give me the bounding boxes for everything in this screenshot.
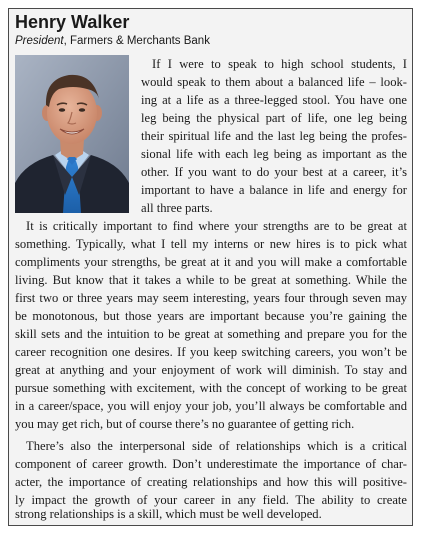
article-line: other. If you want to do your best at a career, it’s bbox=[141, 165, 407, 179]
article-line: great at anything and your enjoyment of work will diminish. To stay and bbox=[15, 363, 407, 377]
article-line: living. But know that it takes a while to be great at something. While the bbox=[15, 273, 407, 287]
article-line: you may get rich, but of course there’s no guarantee of getting rich. bbox=[15, 417, 355, 431]
article-line: sional life with each leg being as important as the bbox=[141, 147, 407, 161]
article-line: career recognition one desires. If you keep switching careers, you won’t be bbox=[15, 345, 407, 359]
article-line: something. Typically, what I tell my interns or new hires is to pick what bbox=[15, 237, 407, 251]
article-line: ing at a life as a three-legged stool. You have one bbox=[141, 93, 407, 107]
article-line: important to have a balance in life and energy for bbox=[141, 183, 407, 197]
article-line: their spiritual life and the last leg being the profes- bbox=[141, 129, 407, 143]
article-line: first two or three years may seem interesting, years four through seven may bbox=[15, 291, 407, 305]
article-line: in a career/space, you will enjoy your job, you’ll always be comfortable and bbox=[15, 399, 407, 413]
article-line: all three parts. bbox=[141, 201, 213, 215]
article-line: pursue something with excitement, with the concept of working to be great bbox=[15, 381, 407, 395]
portrait-photo bbox=[15, 55, 129, 213]
article-line: leg being the physical part of life, one leg being bbox=[141, 111, 407, 125]
article-line: There’s also the interpersonal side of relationships which is a critical bbox=[26, 439, 407, 453]
article-line: acter, the importance of creating relationships and how this will positive- bbox=[15, 475, 407, 489]
person-organization: , Farmers & Merchants Bank bbox=[63, 35, 210, 47]
article-line: compliments your strengths, be great at it and you will make a comfortable bbox=[15, 255, 407, 269]
article-line: would speak to them about a balanced life – look- bbox=[141, 75, 407, 89]
profile-card bbox=[8, 8, 413, 526]
article-line: component of career growth. Don’t underestimate the importance of char- bbox=[15, 457, 407, 471]
article-line: skill sets and the intuition to be great at something and prepare you for the bbox=[15, 327, 407, 341]
person-title bbox=[15, 34, 210, 48]
article-line: strong relationships is a skill, which must be well developed. bbox=[15, 507, 322, 521]
article-line: It is critically important to find where your strengths are to be great at bbox=[26, 219, 407, 233]
article-line: If I were to speak to high school students, I bbox=[152, 57, 407, 71]
person-role: President bbox=[15, 35, 64, 47]
article-line: ly impact the growth of your career in any field. The ability to create bbox=[15, 493, 407, 507]
person-name: Henry Walker bbox=[15, 12, 130, 32]
article-line: be monotonous, but those years are important because you’re gaining the bbox=[15, 309, 407, 323]
